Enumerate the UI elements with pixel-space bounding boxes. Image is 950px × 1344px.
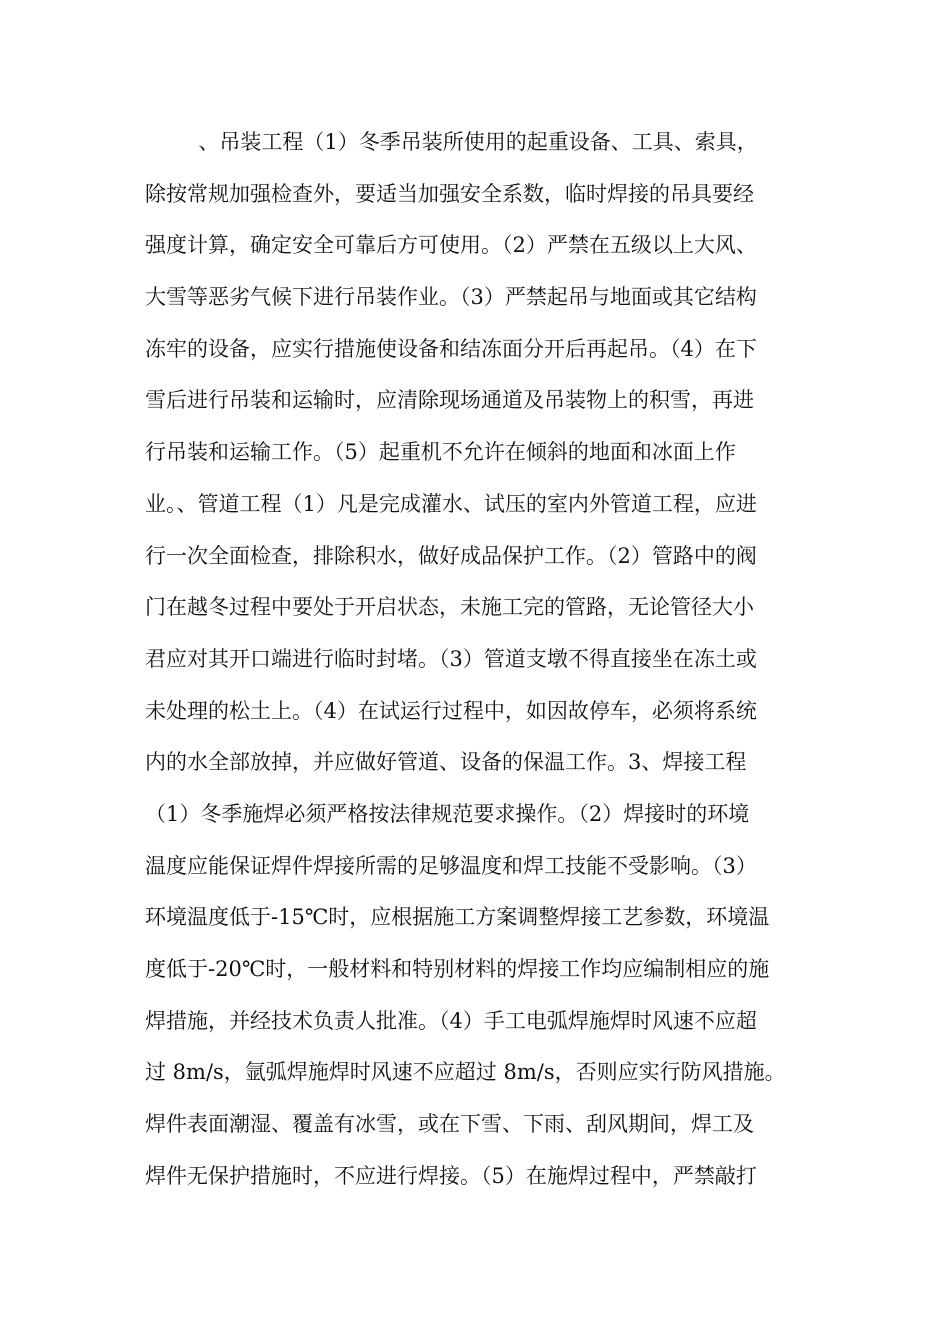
text-line: 内的水全部放掉，并应做好管道、设备的保温工作。3、焊接工程 — [145, 750, 747, 775]
text-line: 温度应能保证焊件焊接所需的足够温度和焊工技能不受影响。（3） — [145, 853, 757, 878]
body-text — [145, 117, 815, 1202]
text-line: 过 8m/s，氩弧焊施焊时风速不应超过 8m/s，否则应实行防风措施。 — [145, 1060, 786, 1085]
text-line: 未处理的松土上。（4）在试运行过程中，如因故停车，必须将系统 — [145, 698, 757, 723]
text-line: 强度计算，确定安全可靠后方可使用。（2）严禁在五级以上大风、 — [145, 233, 757, 258]
text-line: 行一次全面检查，排除积水，做好成品保护工作。（2）管路中的阀 — [145, 543, 757, 568]
text-line: 除按常规加强检查外，要适当加强安全系数，临时焊接的吊具要经 — [145, 181, 754, 206]
text-line: 、吊装工程（1）冬季吊装所使用的起重设备、工具、索具， — [145, 130, 758, 154]
text-line: 行吊装和运输工作。（5）起重机不允许在倾斜的地面和冰面上作 — [145, 440, 736, 465]
text-line: 度低于-20℃时，一般材料和特别材料的焊接工作均应编制相应的施 — [145, 957, 770, 981]
text-line: 冻牢的设备，应实行措施使设备和结冻面分开后再起吊。（4）在下 — [145, 336, 757, 361]
text-line: 环境温度低于-15℃时，应根据施工方案调整焊接工艺参数，环境温 — [145, 905, 770, 930]
text-line: 焊件表面潮湿、覆盖有冰雪，或在下雪、下雨、刮风期间，焊工及 — [145, 1112, 754, 1137]
text-line: 门在越冬过程中要处于开启状态，未施工完的管路，无论管径大小 — [145, 595, 754, 620]
text-line: 大雪等恶劣气候下进行吊装作业。（3）严禁起吊与地面或其它结构 — [145, 285, 757, 310]
text-line: （1）冬季施焊必须严格按法律规范要求操作。（2）焊接时的环境 — [145, 801, 750, 826]
text-line: 业。、管道工程（1）凡是完成灌水、试压的室内外管道工程，应进 — [145, 491, 757, 516]
text-line: 焊措施，并经技术负责人批准。（4）手工电弧焊施焊时风速不应超 — [145, 1008, 757, 1033]
text-line: 焊件无保护措施时，不应进行焊接。（5）在施焊过程中，严禁敲打 — [145, 1163, 757, 1188]
text-line: 雪后进行吊装和运输时，应清除现场通道及吊装物上的积雪，再进 — [145, 388, 754, 413]
text-line: 君应对其开口端进行临时封堵。（3）管道支墩不得直接坐在冻土或 — [145, 646, 757, 671]
